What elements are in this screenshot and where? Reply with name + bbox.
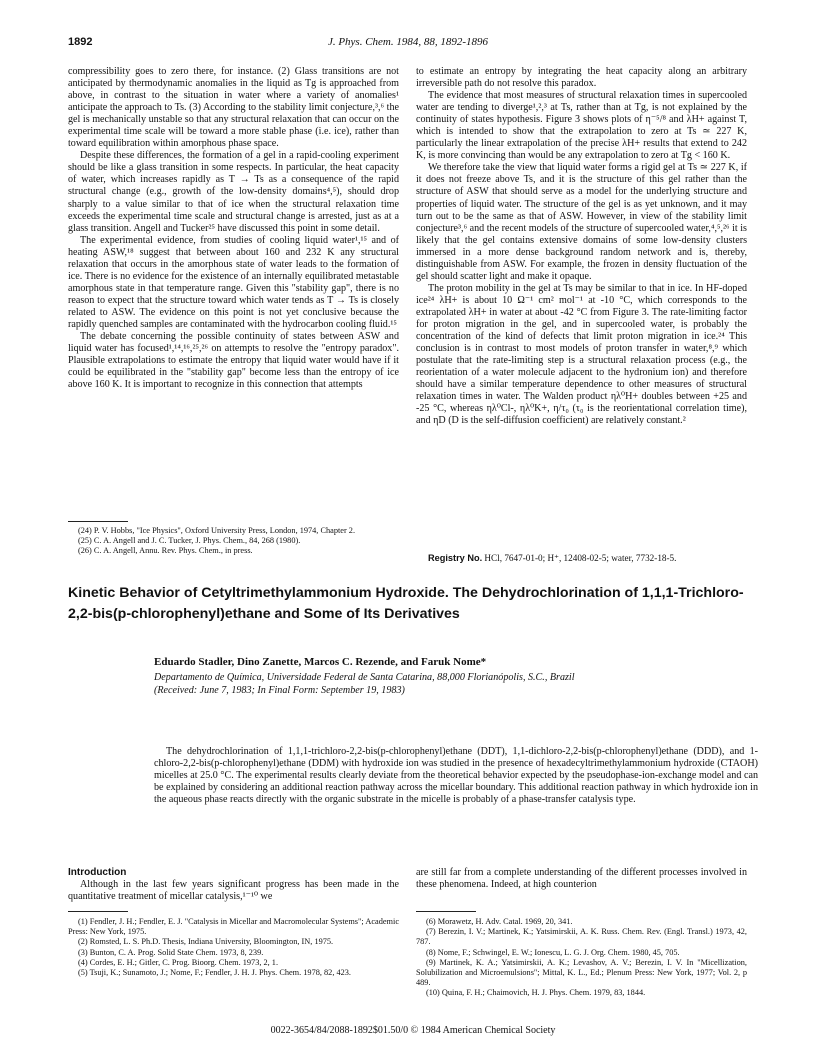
footnote: (8) Nome, F.; Schwingel, E. W.; Ionescu, L. G. J. Org. Chem. 1980, 45, 705. <box>426 947 680 957</box>
article-footnotes-right <box>416 917 747 999</box>
footnote: (7) Berezin, I. V.; Martinek, K.; Yatsimirskii, A. K. Russ. Chem. Rev. (Engl. Transl.) 1973, 42, 787. <box>416 927 747 947</box>
footnote: (24) P. V. Hobbs, "Ice Physics", Oxford University Press, London, 1974, Chapter 2. <box>78 526 356 535</box>
footnote: (1) Fendler, J. H.; Fendler, E. J. "Catalysis in Micellar and Macromolecular Systems"; Academic Press: New York, 1975. <box>68 917 399 937</box>
introduction-right <box>416 867 747 891</box>
paragraph: The experimental evidence, from studies of cooling liquid water¹,¹⁵ and of heating ASW,¹⁸ suggest that between about 160 and 232 K any structural relaxation that occurs in the amorphous state of water leads to the formation of ice. There is no evidence for the existence of an internally equilibrated metastable amorphous state in that temperature range. Given this "stability gap", there is no reason to expect that the structure toward which water tends as T → Ts is closely related to ASW. The evidence on this point is not yet conclusive because the rapidly quenched samples are contaminated with the hydrocarbon cooling fluid.¹⁵ <box>68 234 399 330</box>
left-column <box>68 66 399 391</box>
paragraph: The debate concerning the possible continuity of states between ASW and liquid water has focused¹,¹⁴,¹⁶,²⁵,²⁶ on attempts to resolve the "entropy paradox". Plausible extrapolations to estimate the entropy that liquid water would have if it could be equilibrated in the "stability gap" become less than the entropy of ice above 160 K. It is important to recognize in this connection that attempts <box>68 331 399 391</box>
footnote: (9) Martinek, K. A.; Yatsimirskii, A. K.; Levashov, A. V.; Berezin, I. V. In "Micellization, Solubilization and Microemulsions"; Mittal, K. L., Ed.; Plenum Press: New York, 1977; Vol. 2, p 489. <box>416 957 747 988</box>
footnote: (25) C. A. Angell and J. C. Tucker, J. Phys. Chem., 84, 268 (1980). <box>78 536 301 546</box>
footnote-divider <box>68 521 128 522</box>
footnote: (2) Romsted, L. S. Ph.D. Thesis, Indiana University, Bloomington, IN, 1975. <box>78 937 334 947</box>
paragraph: Despite these differences, the formation of a gel in a rapid-cooling experiment should be like a glass transition in some respects. In particular, the heat capacity of water, which increases rapidly as T → Ts as a consequence of the rapid structural change (e.g., growth of the low-density domains⁴,⁵), should drop sharply to a value similar to that of ice when the structural relaxation time exceeds the experimental time scale and structural change is arrested, just as at a glass transition. Angell and Tucker²⁵ have discussed this point in some detail. <box>68 150 399 234</box>
paragraph: to estimate an entropy by integrating the heat capacity along an arbitrary irreversible path do not resolve this paradox. <box>416 66 747 90</box>
introduction-heading: Introduction <box>68 867 127 878</box>
registry-numbers <box>416 553 747 564</box>
footnote: (4) Cordes, E. H.; Gitler, C. Prog. Bioorg. Chem. 1973, 2, 1. <box>78 957 279 967</box>
registry-text: HCl, 7647-01-0; H⁺, 12408-02-5; water, 7732-18-5. <box>484 553 677 563</box>
registry-label: Registry No. <box>428 553 483 563</box>
article-footnotes-left <box>68 917 399 978</box>
paragraph: Although in the last few years significant progress has been made in the quantitative treatment of micellar catalysis,¹⁻¹⁰ we <box>68 879 399 903</box>
running-header <box>68 36 748 50</box>
page-number: 1892 <box>68 36 93 48</box>
footnote: (3) Bunton, C. A. Prog. Solid State Chem. 1973, 8, 239. <box>78 947 264 957</box>
footnote: (10) Quina, F. H.; Chaimovich, H. J. Phys. Chem. 1979, 83, 1844. <box>426 988 646 998</box>
footnote-divider <box>68 911 128 912</box>
received-dates: (Received: June 7, 1983; In Final Form: September 19, 1983) <box>154 684 405 696</box>
left-footnotes <box>68 526 399 557</box>
journal-citation: J. Phys. Chem. 1984, 88, 1892-1896 <box>327 36 489 48</box>
footnote: (6) Morawetz, H. Adv. Catal. 1969, 20, 341. <box>426 917 573 926</box>
article-authors: Eduardo Stadler, Dino Zanette, Marcos C. Rezende, and Faruk Nome* <box>154 656 487 668</box>
right-column <box>416 66 747 427</box>
paragraph: The evidence that most measures of structural relaxation times in supercooled water are tending to diverge¹,²,³ at Ts, rather than at Tg, is not explained by the continuity of states hypothesis. Figure 3 shows plots of η⁻⁵/⁸ and λH+ against T, which is intended to show that the extrapolation to zero at Ts ≃ 227 K, particularly the linear extrapolation of the precise λH+ results that extend to 242 K, is more convincing than would be any extrapolation to zero at Tg < 160 K. <box>416 90 747 162</box>
footnote: (26) C. A. Angell, Annu. Rev. Phys. Chem., in press. <box>78 546 253 556</box>
page-footer: 0022-3654/84/2088-1892$01.50/0 © 1984 American Chemical Society <box>270 1025 556 1036</box>
article-affiliation <box>154 672 754 697</box>
footnote: (5) Tsuji, K.; Sunamoto, J.; Nome, F.; Fendler, J. H. J. Phys. Chem. 1978, 82, 423. <box>78 968 351 978</box>
affiliation-text: Departamento de Química, Universidade Federal de Santa Catarina, 88,000 Florianópolis, S.C., Brazil <box>154 672 575 683</box>
article-abstract: The dehydrochlorination of 1,1,1-trichloro-2,2-bis(p-chlorophenyl)ethane (DDT), 1,1-dichloro-2,2-bis(p-chlorophenyl)ethane (DDD), and 1-chloro-2,2-bis(p-chlorophenyl)ethane (DDM) with hydroxide ion was studied in the presence of hexadecyltrimethylammonium hydroxide (CTAOH) micelles at 25.0 °C. The experimental results clearly deviate from the theoretical behavior expected by the pseudophase-ion-exchange model and can be explained by considering an additional reaction pathway across the micellar boundary. This additional reaction pathway in which hydroxide ion in the aqueous phase reacts directly with the organic substrate in the micelle is probably of a phase-transfer catalysis type. <box>154 746 758 806</box>
introduction-left <box>68 867 399 903</box>
paragraph: We therefore take the view that liquid water forms a rigid gel at Ts ≃ 227 K, if it does not freeze above Ts, and it is the structure of this gel rather than the structure of ASW that should serve as a model for the underlying structure and properties of liquid water. The structure of the gel is as yet unknown, and it may turn out to be the same as that of ASW. However, in view of the stability limit conjecture³,⁶ and the recent models of the structure of supercooled water,⁴,⁵,²⁶ it is likely that the gel contains extensive domains of some low-density clusters immersed in a more dense background random network and is, thereby, distinguishable from ASW. For example, the frozen in density fluctuation of the gel should scatter light and make it opaque. <box>416 162 747 282</box>
footnote-divider <box>416 911 476 912</box>
paragraph: compressibility goes to zero there, for instance. (2) Glass transitions are not anticipated by thermodynamic anomalies in the liquid as Tg is approached from above, in contrast to the situation in water where a variety of anomalies¹ anticipate the approach to Ts. (3) According to the stability limit conjecture,³,⁶ the gel is mechanically unstable so that any structural relaxation that can occur on the experimental time scale will be toward a more stable phase (i.e. ice), rather than toward equilibration within amorphous phase space. <box>68 66 399 150</box>
paragraph: are still far from a complete understanding of the different processes involved in these phenomena. Indeed, at high counterion <box>416 867 747 891</box>
article-title: Kinetic Behavior of Cetyltrimethylammonium Hydroxide. The Dehydrochlorination of 1,1,1-Trichloro-2,2-bis(p-chlorophenyl)ethane and Some of Its Derivatives <box>68 585 744 622</box>
paragraph: The proton mobility in the gel at Ts may be similar to that in ice. In HF-doped ice²⁴ λH+ is about 10 Ω⁻¹ cm² mol⁻¹ at -10 °C, which corresponds to the extrapolated λH+ in water at about -42 °C from Figure 3. The rate-limiting factor for proton migration in the gel, and in supercooled water, is probably the concentration of the kind of defects that limit proton migration in ice.²⁴ This conclusion is in contrast to most models of proton transfer in water,⁸,⁹ which postulate that the rate-limiting step is a structural relaxation process (e.g., the reorientation of a water molecule adjacent to the hydronium ion) and therefore should have a similar temperature dependence to other measures of structural relaxation times in water. The Walden product ηλ⁰H+ doubles between +25 and -25 °C, whereas ηλ⁰Cl-, ηλ⁰K+, η/τ₀ (τ₀ is the reorientational correlation time), and ηD (D is the self-diffusion coefficient) are relatively constant.² <box>416 282 747 427</box>
